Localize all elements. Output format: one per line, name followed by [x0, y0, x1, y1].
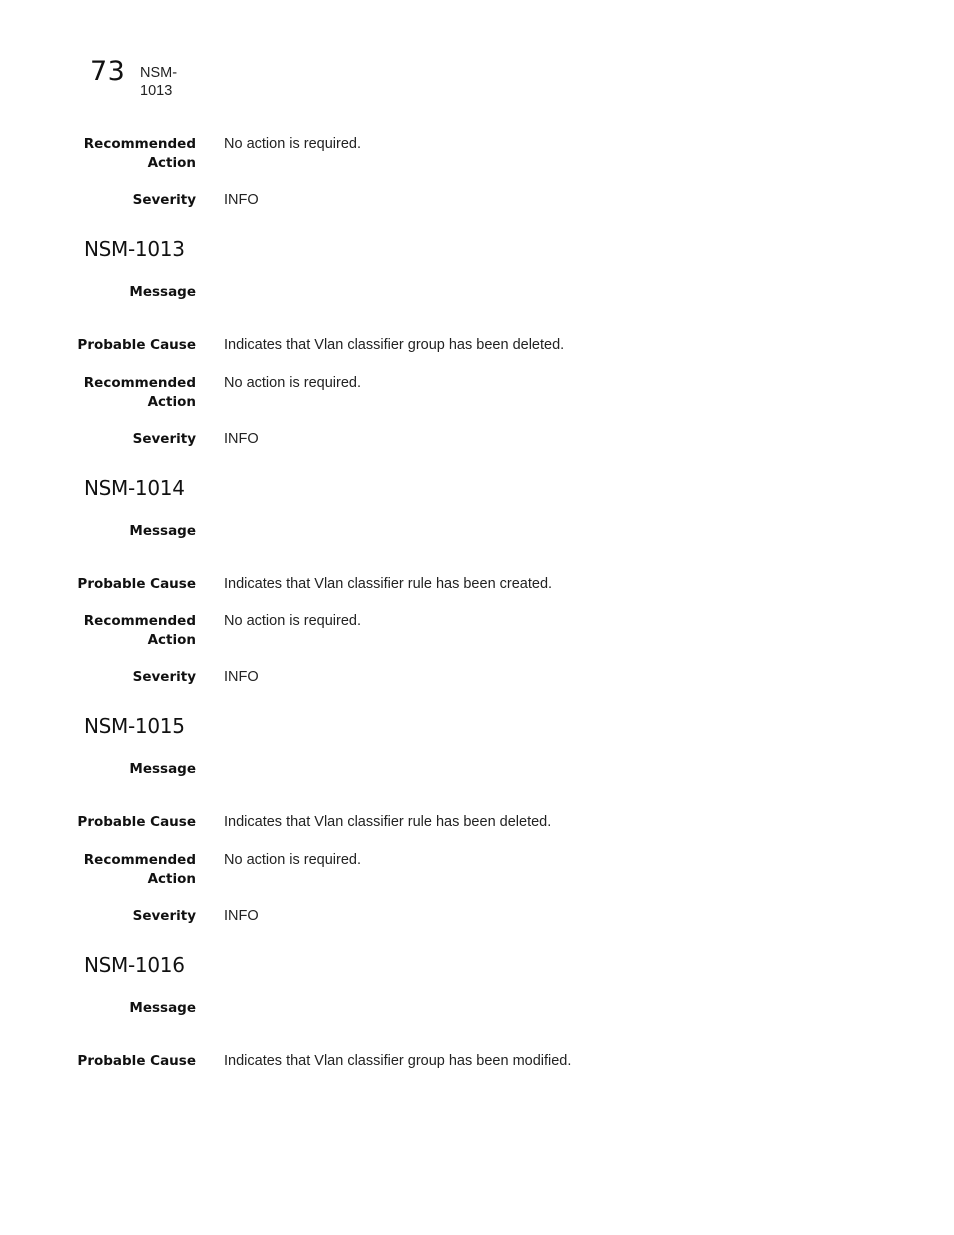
severity-label: Severity: [132, 192, 196, 208]
severity-value: INFO: [224, 669, 259, 685]
recommended-action-label: Recommended Action: [83, 852, 196, 887]
severity-label: Severity: [132, 431, 196, 447]
probable-cause-label: Probable Cause: [77, 337, 196, 353]
recommended-action-value: No action is required.: [224, 375, 362, 391]
recommended-action-value: No action is required.: [224, 136, 362, 152]
entry-heading-nsm-1015: NSM-1015: [84, 714, 185, 738]
severity-label: Severity: [132, 669, 196, 685]
message-label: Message: [129, 761, 196, 777]
severity-label: Severity: [132, 908, 196, 924]
probable-cause-value: Indicates that Vlan classifier rule has been deleted.: [224, 814, 552, 830]
recommended-action-value: No action is required.: [224, 852, 362, 868]
page-number: 73: [90, 56, 126, 87]
recommended-action-label: Recommended Action: [83, 375, 196, 410]
recommended-action-value: No action is required.: [224, 613, 362, 629]
recommended-action-label: Recommended Action: [83, 613, 196, 648]
entry-heading-nsm-1016: NSM-1016: [84, 953, 185, 977]
running-head: NSM-1013: [140, 65, 178, 99]
probable-cause-value: Indicates that Vlan classifier group has been deleted.: [224, 337, 565, 353]
entry-heading-nsm-1014: NSM-1014: [84, 476, 185, 500]
severity-value: INFO: [224, 431, 259, 447]
probable-cause-value: Indicates that Vlan classifier rule has been created.: [224, 576, 553, 592]
probable-cause-label: Probable Cause: [77, 814, 196, 830]
probable-cause-value: Indicates that Vlan classifier group has been modified.: [224, 1053, 572, 1069]
recommended-action-label: Recommended Action: [83, 136, 196, 171]
severity-value: INFO: [224, 192, 259, 208]
severity-value: INFO: [224, 908, 259, 924]
probable-cause-label: Probable Cause: [77, 576, 196, 592]
message-label: Message: [129, 284, 196, 300]
probable-cause-label: Probable Cause: [77, 1053, 196, 1069]
message-label: Message: [129, 523, 196, 539]
message-label: Message: [129, 1000, 196, 1016]
entry-heading-nsm-1013: NSM-1013: [84, 237, 185, 261]
